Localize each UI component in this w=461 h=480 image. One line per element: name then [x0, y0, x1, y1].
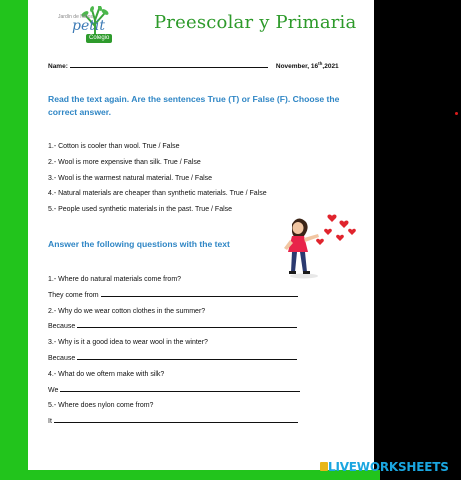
- answer-blank-line[interactable]: [77, 351, 297, 360]
- worksheet-page: [28, 0, 374, 470]
- true-false-list: [48, 139, 267, 218]
- answer-row: [48, 288, 300, 304]
- answer-blank-line[interactable]: [77, 319, 297, 328]
- answer-row: [48, 383, 300, 399]
- question-text: 1.- Where do natural materials come from?: [48, 276, 182, 283]
- left-green-border: [0, 0, 30, 480]
- answer-row: [48, 319, 300, 335]
- question-text: 5.- Where does nylon come from?: [48, 402, 154, 410]
- date-suffix: th: [318, 61, 323, 66]
- watermark-text: LIVEWORKSHEETS: [328, 460, 449, 474]
- answer-prefix: Because: [48, 354, 76, 362]
- question-text: 2.- Why do we wear cotton clothes in the summer?: [48, 307, 206, 315]
- answer-prefix: Because: [48, 323, 76, 331]
- logo-badge: Colegio: [86, 34, 112, 43]
- date-year: ,2021: [322, 63, 339, 71]
- header: [28, 0, 374, 50]
- answer-prefix: It: [48, 418, 52, 426]
- statement-item[interactable]: 4.- Natural materials are cheaper than synthetic materials. True / False: [48, 190, 267, 198]
- red-dot: [455, 112, 458, 115]
- answer-prefix: We: [48, 386, 59, 394]
- answer-row: [48, 351, 300, 367]
- statement-item[interactable]: 5.- People used synthetic materials in the past. True / False: [48, 206, 233, 214]
- question-text: 4.- What do we oftern make with silk?: [48, 370, 165, 378]
- statement-item[interactable]: 1.- Cotton is cooler than wool. True / False: [48, 143, 180, 150]
- name-date-row: [48, 61, 339, 70]
- liveworksheets-watermark: [318, 460, 449, 474]
- section2-heading: Answer the following questions with the text: [48, 239, 230, 249]
- logo-caption: Jardín de Niños: [58, 14, 94, 20]
- question-text: 3.- Why is it a good idea to wear wool in the winter?: [48, 339, 208, 347]
- statement-item[interactable]: 2.- Wool is more expensive than silk. True / False: [48, 158, 201, 166]
- page-title: Preescolar y Primaria: [154, 12, 357, 33]
- section1-heading: Read the text again. Are the sentences True (T) or False (F). Choose the correct answer.: [48, 94, 340, 117]
- answer-blank-line[interactable]: [60, 383, 300, 392]
- questions-list: [48, 272, 300, 430]
- name-blank-line[interactable]: [70, 67, 268, 68]
- answer-blank-line[interactable]: [54, 414, 298, 423]
- name-label: Name:: [48, 63, 68, 71]
- answer-row: [48, 414, 300, 430]
- answer-blank-line[interactable]: [101, 288, 298, 297]
- date-text: November, 16: [275, 63, 319, 71]
- answer-prefix: They come from: [48, 291, 99, 299]
- statement-item[interactable]: 3.- Wool is the warmest natural material. True / False: [48, 174, 213, 182]
- logo-wordmark: petit: [72, 18, 105, 34]
